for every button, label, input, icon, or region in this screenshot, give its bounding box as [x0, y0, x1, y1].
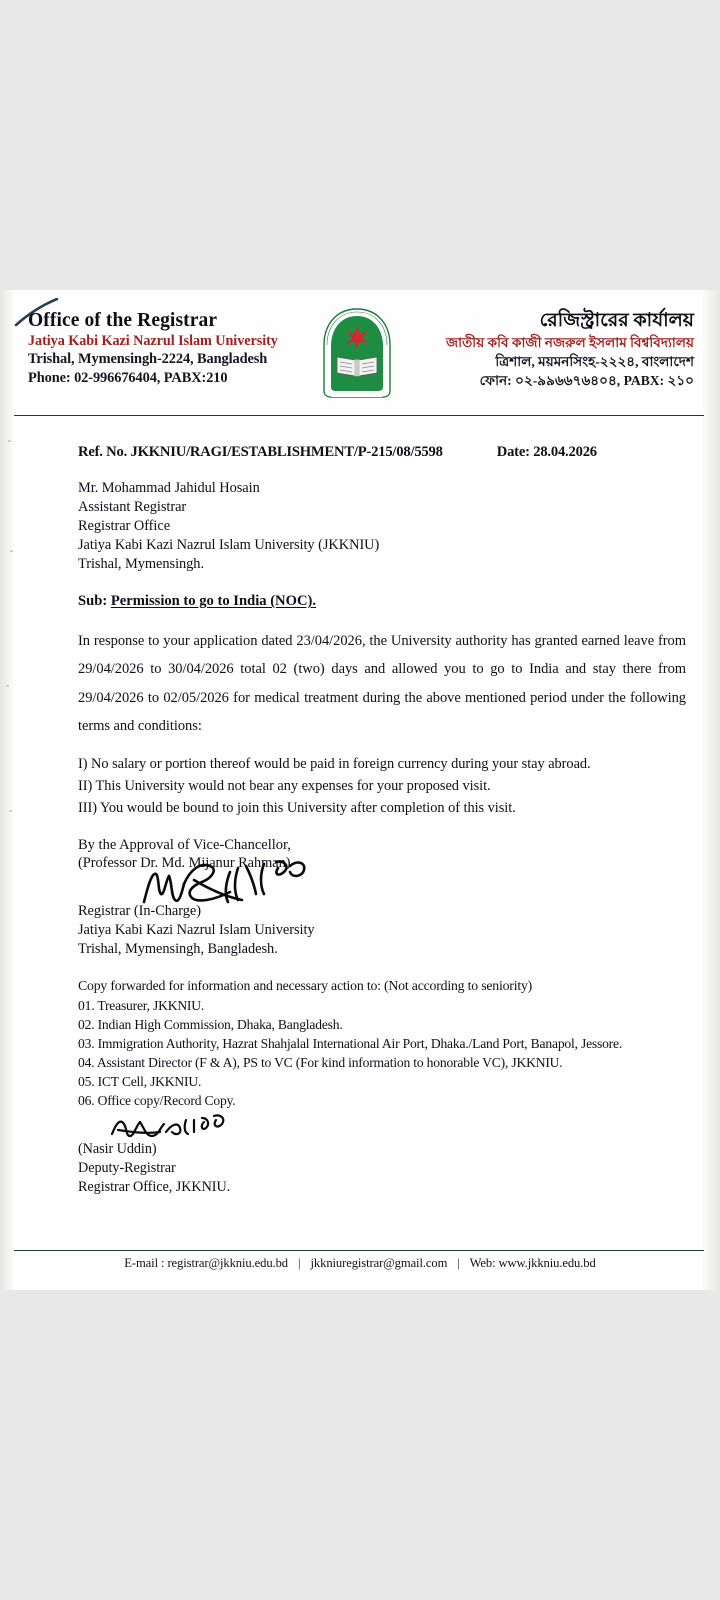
copy-forwarded-block — [78, 976, 690, 1110]
reference-number: Ref. No. JKKNIU/RAGI/ESTABLISHMENT/P-215/08/5598 — [78, 444, 443, 460]
copy-forwarded-item: 03. Immigration Authority, Hazrat Shahjalal International Air Port, Dhaka./Land Port, Banapol, Jessore. — [78, 1035, 623, 1051]
footer-separator: | — [457, 1256, 460, 1270]
signatory-name: (Professor Dr. Md. Mijanur Rahman) — [78, 854, 291, 871]
second-signatory-block — [78, 1140, 690, 1197]
second-signature-area — [78, 1110, 690, 1140]
copy-forwarded-item: 01. Treasurer, JKKNIU. — [78, 997, 205, 1013]
university-phone-en: Phone: 02-996676404, PABX:210 — [28, 369, 228, 386]
addressee-line: Trishal, Mymensingh. — [78, 556, 205, 573]
letterhead-divider — [14, 415, 704, 416]
signatory-university: Jatiya Kabi Kazi Nazrul Islam University — [78, 921, 315, 938]
university-address-bn: ত্রিশাল, ময়মনসিংহ-২২২৪, বাংলাদেশ — [495, 354, 694, 370]
letterhead — [0, 290, 720, 410]
addressee-block — [78, 479, 690, 574]
footer-website: Web: www.jkkniu.edu.bd — [469, 1256, 596, 1270]
approval-line: By the Approval of Vice-Chancellor, — [78, 836, 291, 853]
second-signatory-office: Registrar Office, JKKNIU. — [78, 1178, 231, 1195]
reference-row — [78, 444, 690, 461]
copy-forwarded-item: 04. Assistant Director (F & A), PS to VC (For kind information to honorable VC), JKKNIU. — [78, 1054, 563, 1070]
conditions-list — [78, 754, 690, 820]
condition-item: III) You would be bound to join this University after completion of this visit. — [78, 799, 516, 816]
signatory-address: Trishal, Mymensingh, Bangladesh. — [78, 941, 278, 958]
university-address-en: Trishal, Mymensingh-2224, Bangladesh — [28, 350, 268, 367]
second-signatory-name: (Nasir Uddin) — [78, 1140, 157, 1157]
letter-date: Date: 28.04.2026 — [496, 444, 597, 460]
addressee-line: Registrar Office — [78, 518, 171, 535]
copy-forwarded-heading: Copy forwarded for information and necessary action to: (Not according to seniority) — [78, 978, 533, 994]
subject-label: Sub: — [78, 593, 108, 610]
condition-item: II) This University would not bear any expenses for your proposed visit. — [78, 778, 491, 795]
copy-forwarded-item: 06. Office copy/Record Copy. — [78, 1092, 236, 1108]
office-title-en: Office of the Registrar — [28, 310, 218, 331]
university-name-bn: জাতীয় কবি কাজী নজরুল ইসলাম বিশ্ববিদ্যালয় — [446, 334, 694, 350]
university-phone-bn: ফোন: ০২-৯৯৬৬৭৬৪০৪, PABX: ২১০ — [479, 373, 694, 389]
university-name-en: Jatiya Kabi Kazi Nazrul Islam University — [28, 332, 278, 349]
footer-divider — [14, 1250, 704, 1251]
addressee-line: Assistant Registrar — [78, 499, 187, 516]
condition-item: I) No salary or portion thereof would be paid in foreign currency during your stay abroad. — [78, 756, 591, 773]
copy-forwarded-item: 02. Indian High Commission, Dhaka, Bangladesh. — [78, 1016, 343, 1032]
subject-text: Permission to go to India (NOC). — [110, 593, 316, 610]
letterhead-english-block — [28, 310, 318, 387]
signatory-block — [78, 902, 690, 959]
letterhead-bangla-block — [424, 310, 694, 390]
second-signatory-designation: Deputy-Registrar — [78, 1159, 176, 1176]
document-sheet — [0, 290, 720, 1290]
university-crest-icon — [318, 307, 396, 399]
handwritten-initial-icon — [108, 1110, 238, 1144]
footer-email-alt: jkkniuregistrar@gmail.com — [310, 1256, 448, 1270]
signatory-name-line — [78, 854, 690, 873]
letter-body — [0, 422, 720, 1196]
addressee-line: Jatiya Kabi Kazi Nazrul Islam University (JKKNIU) — [78, 537, 380, 554]
signature-area — [78, 854, 690, 902]
signatory-designation: Registrar (In-Charge) — [78, 902, 201, 919]
copy-forwarded-item: 05. ICT Cell, JKKNIU. — [78, 1073, 202, 1089]
footer-separator: | — [298, 1256, 301, 1270]
subject-line — [78, 593, 690, 610]
footer-email-primary: E-mail : registrar@jkkniu.edu.bd — [124, 1256, 288, 1270]
body-paragraph: In response to your application dated 23/04/2026, the University authority has granted earned leave from 29/04/2026 to 30/04/2026 total 02 (two) days and allowed you to go to India and stay there from 29/04/2026 to 02/05/2026 for medical treatment during the above mentioned period under the following terms and conditions: — [78, 633, 686, 734]
footer-contact-line — [0, 1256, 720, 1271]
addressee-line: Mr. Mohammad Jahidul Hosain — [78, 480, 260, 496]
office-title-bn: রেজিস্ট্রারের কার্যালয় — [539, 310, 694, 331]
